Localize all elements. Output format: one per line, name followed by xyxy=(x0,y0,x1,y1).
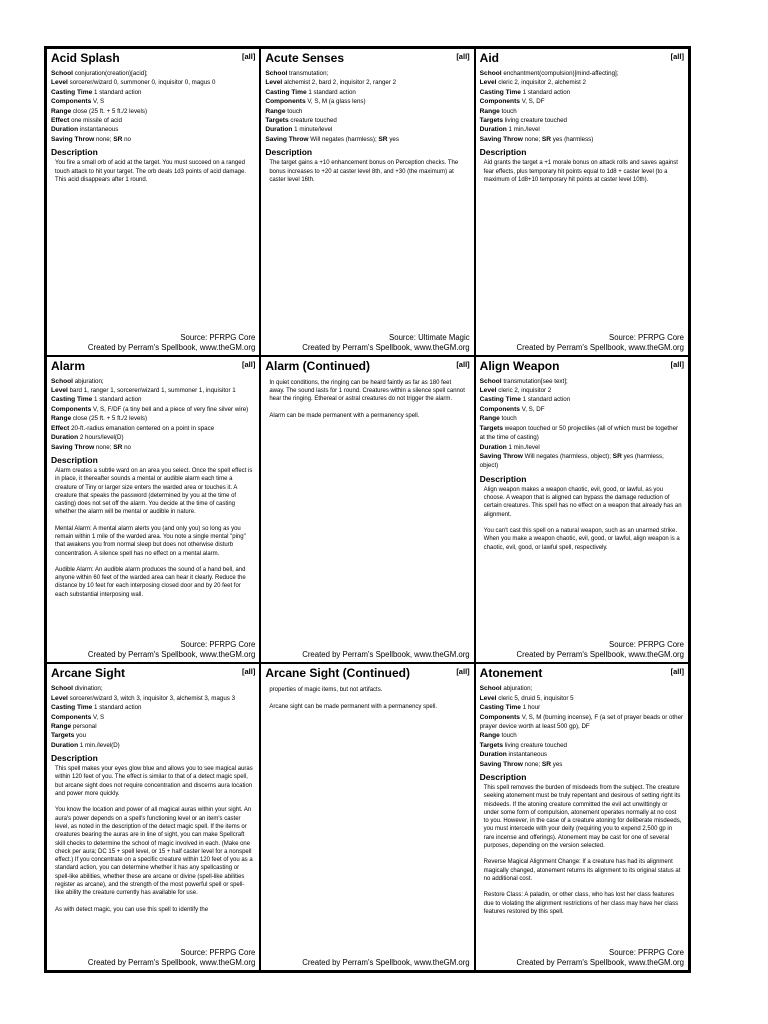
level-field: Level sorcerer/wizard 0, summoner 0, inquisitor 0, magus 0 xyxy=(51,79,216,87)
spell-fields xyxy=(51,684,255,750)
card-footer xyxy=(302,333,469,353)
card-title: Align Weapon xyxy=(479,358,560,373)
targets-field: Targets creature touched xyxy=(265,117,337,125)
card-tag: [all] xyxy=(241,359,256,369)
saving-throw-field: Saving Throw Will negates (harmless, object); SR yes (harmless, object) xyxy=(479,452,664,470)
description-text: In quiet conditions, the ringing can be heard faintly as far as 180 feet away. The sound lasts for 1 round. Creatures within a silence spell cannot hear the ringing. Ethereal or astral creatures do not trigger the alarm. Alarm can be made permanent with a permanency spell. xyxy=(269,379,465,419)
spell-card-acute-senses xyxy=(260,48,474,356)
range-field: Range close (25 ft. + 5 ft./2 levels) xyxy=(51,415,148,423)
card-title: Acid Splash xyxy=(51,51,120,65)
casting-time-field: Casting Time 1 standard action xyxy=(51,88,142,96)
school-field: School transmutation[see text]; xyxy=(479,377,568,385)
spell-card-acid-splash xyxy=(46,48,260,356)
spell-fields xyxy=(51,69,255,144)
casting-time-field: Casting Time 1 standard action xyxy=(265,88,356,96)
card-footer xyxy=(88,333,255,353)
card-title: Atonement xyxy=(479,666,543,681)
casting-time-field: Casting Time 1 standard action xyxy=(479,88,571,96)
components-field: Components V, S xyxy=(51,713,105,721)
description-text: Align weapon makes a weapon chaotic, evil, good, or lawful, as you choose. A weapon that is aligned can bypass the damage reduction of certain creatures. This spell has no effect on a weapon that already has an alignment. You can't cast this spell on a natural weapon, such as an unarmed strike. When you make a weapon chaotic, evil, good, or lawful, align weapon is a chaotic, evil, good, or lawful spell, respectively. xyxy=(483,486,682,551)
spell-fields xyxy=(51,377,255,452)
effect-field: Effect one missile of acid xyxy=(51,117,122,125)
card-title: Arcane Sight (Continued) xyxy=(265,666,410,681)
source-text: Source: Ultimate Magic xyxy=(389,332,470,342)
credit-text: Created by Perram's Spellbook, www.theGM.org xyxy=(516,342,684,352)
school-field: School enchantment(compulsion)[mind-affecting]; xyxy=(479,70,619,77)
source-text: Source: PFRPG Core xyxy=(609,332,684,342)
card-footer xyxy=(302,650,469,660)
casting-time-field: Casting Time 1 standard action xyxy=(51,396,142,404)
range-field: Range close (25 ft. + 5 ft./2 levels) xyxy=(51,107,148,115)
spell-fields xyxy=(480,69,684,144)
description-text: This spell makes your eyes glow blue and allows you to see magical auras within 120 feet of you. The effect is similar to that of a detect magic spell, but arcane sight does not require concentration and discerns aura location and power more quickly. You know the location and power of all magical auras within your sight. An aura's power depends on a spell's functioning level or an item's caster level, as noted in the description of the detect magic spell. If the items or creatures bearing the auras are in line of sight, you can make Spellcraft skill checks to determine the school of magic involved in each. (Make one check per aura; DC 15 + spell level, or 15 + half caster level for a nonspell effect.) If you concentrate on a specific creature within 120 feet of you as a standard action, you can determine whether it has any spellcasting or spell-like abilities, whether these are arcane or divine (spell-like abilities register as arcane), and the strength of the most powerful spell or spell-like ability the creature currently has available for use. As with detect magic, you can use this spell to identify the xyxy=(55,766,253,913)
source-text: Source: PFRPG Core xyxy=(609,947,684,957)
source-text: Source: PFRPG Core xyxy=(609,640,684,650)
source-text: Source: PFRPG Core xyxy=(180,332,256,342)
card-tag: [all] xyxy=(456,52,470,61)
card-tag: [all] xyxy=(670,52,684,61)
card-tag: [all] xyxy=(456,359,470,369)
card-footer xyxy=(88,640,255,660)
card-tag: [all] xyxy=(241,52,256,61)
components-field: Components V, S, M (a glass lens) xyxy=(265,98,366,106)
school-field: School abjuration; xyxy=(51,377,104,385)
components-field: Components V, S, M (burning incense), F (a set of prayer beads or other prayer device worth at least 500 gp), DF xyxy=(479,713,684,730)
school-field: School abjuration; xyxy=(479,685,533,693)
saving-throw-field: Saving Throw none; SR yes (harmless) xyxy=(479,135,594,143)
description-text: Aid grants the target a +1 morale bonus on attack rolls and saves against fear effects, plus temporary hit points equal to 1d8 + caster level (to a maximum of 1d8+10 temporary hit points at caster level 10th). xyxy=(483,160,678,183)
description-text: You fire a small orb of acid at the target. You must succeed on a ranged touch attack to hit your target. The orb deals 1d3 points of acid damage. This acid disappears after 1 round. xyxy=(55,160,247,183)
credit-text: Created by Perram's Spellbook, www.theGM.org xyxy=(87,342,256,352)
spell-card-atonement xyxy=(475,663,689,971)
level-field: Level alchemist 2, bard 2, inquisitor 2, ranger 2 xyxy=(265,79,397,87)
spell-card-arcane-sight xyxy=(46,663,260,971)
level-field: Level bard 1, ranger 1, sorcerer/wizard 1, summoner 1, inquisitor 1 xyxy=(51,387,236,395)
casting-time-field: Casting Time 1 standard action xyxy=(479,396,571,404)
targets-field: Targets living creature touched xyxy=(479,117,567,125)
description-heading: Description xyxy=(51,147,98,158)
card-tag: [all] xyxy=(241,667,256,677)
credit-text: Created by Perram's Spellbook, www.theGM.org xyxy=(302,957,470,967)
description-heading: Description xyxy=(265,147,313,158)
saving-throw-field: Saving Throw none; SR no xyxy=(51,135,131,143)
spell-card-aid xyxy=(475,48,689,356)
credit-text: Created by Perram's Spellbook, www.theGM.org xyxy=(516,650,684,660)
components-field: Components V, S, DF xyxy=(479,405,545,413)
school-field: School conjuration(creation)[acid]; xyxy=(51,70,148,77)
duration-field: Duration 1 min./level xyxy=(479,443,540,451)
components-field: Components V, S xyxy=(51,98,105,106)
saving-throw-field: Saving Throw none; SR yes xyxy=(479,760,563,768)
components-field: Components V, S, F/DF (a tiny bell and a piece of very fine silver wire) xyxy=(51,405,249,413)
credit-text: Created by Perram's Spellbook, www.theGM.org xyxy=(302,650,470,660)
description-heading: Description xyxy=(479,473,527,484)
source-text: Source: PFRPG Core xyxy=(180,640,256,650)
description-heading: Description xyxy=(479,771,527,782)
card-footer xyxy=(517,333,684,353)
card-title: Alarm (Continued) xyxy=(265,358,370,373)
level-field: Level sorcerer/wizard 3, witch 3, inquisitor 3, alchemist 3, magus 3 xyxy=(51,694,236,702)
card-footer xyxy=(517,640,684,660)
description-heading: Description xyxy=(51,753,98,764)
card-title: Alarm xyxy=(51,358,86,373)
school-field: School transmutation; xyxy=(265,70,329,77)
spell-card-alarm xyxy=(46,356,260,664)
card-title: Acute Senses xyxy=(265,51,345,65)
level-field: Level cleric 5, druid 5, inquisitor 5 xyxy=(479,694,574,702)
credit-text: Created by Perram's Spellbook, www.theGM.org xyxy=(87,957,256,967)
card-title: Arcane Sight xyxy=(51,666,126,681)
spell-card-align-weapon xyxy=(475,356,689,664)
saving-throw-field: Saving Throw none; SR no xyxy=(51,443,131,451)
duration-field: Duration 1 min./level xyxy=(479,126,540,134)
range-field: Range personal xyxy=(51,722,97,730)
description-text: The target gains a +10 enhancement bonus on Perception checks. The bonus increases to +20 at caster level 8th, and +30 (the maximum) at caster level 16th. xyxy=(269,160,459,183)
description-heading: Description xyxy=(51,454,98,465)
card-tag: [all] xyxy=(670,667,684,677)
duration-field: Duration 1 minute/level xyxy=(265,126,333,134)
description-text: This spell removes the burden of misdeeds from the subject. The creature seeking atonement must be truly repentant and desirous of setting right its misdeeds. If the atoning creature committed the evil act unwittingly or under some form of compulsion, atonement operates normally at no cost to you. However, in the case of a creature atoning for deliberate misdeeds, you must intercede with your deity (requiring you to expend 2,500 gp in rare incense and offerings). Atonement may be cast for one of several purposes, depending on the version selected. Reverse Magical Alignment Change: If a creature has had its alignment magically changed, atonement returns its alignment to its original status at no additional cost. Restore Class: A paladin, or other class, who has lost her class features due to violating the alignment restrictions of her class may have her class features restored by this spell. xyxy=(483,784,682,915)
casting-time-field: Casting Time 1 hour xyxy=(479,704,541,712)
card-footer xyxy=(88,948,255,968)
credit-text: Created by Perram's Spellbook, www.theGM.org xyxy=(302,342,470,352)
spell-fields xyxy=(265,69,469,144)
effect-field: Effect 20-ft.-radius emanation centered on a point in space xyxy=(51,424,215,432)
range-field: Range touch xyxy=(265,107,303,115)
card-footer xyxy=(517,948,684,968)
level-field: Level cleric 2, inquisitor 2, alchemist 2 xyxy=(479,79,586,87)
source-text: Source: PFRPG Core xyxy=(180,947,256,957)
duration-field: Duration instantaneous xyxy=(479,751,548,759)
targets-field: Targets living creature touched xyxy=(479,741,567,749)
spell-card-alarm-continued xyxy=(260,356,474,664)
duration-field: Duration instantaneous xyxy=(51,126,119,134)
casting-time-field: Casting Time 1 standard action xyxy=(51,704,142,712)
spell-card-arcane-sight-continued xyxy=(260,663,474,971)
targets-field: Targets weapon touched or 50 projectiles (all of which must be together at the time of casting) xyxy=(479,424,679,442)
card-tag: [all] xyxy=(670,359,684,369)
credit-text: Created by Perram's Spellbook, www.theGM.org xyxy=(516,957,684,967)
targets-field: Targets you xyxy=(51,732,87,740)
duration-field: Duration 2 hours/level(D) xyxy=(51,434,124,442)
spell-fields xyxy=(480,377,684,471)
description-heading: Description xyxy=(479,147,527,158)
saving-throw-field: Saving Throw Will negates (harmless); SR yes xyxy=(265,135,399,143)
range-field: Range touch xyxy=(479,415,517,423)
duration-field: Duration 1 min./level(D) xyxy=(51,741,120,749)
spell-card-sheet xyxy=(44,46,691,973)
description-text: Alarm creates a subtle ward on an area you select. Once the spell effect is in place, it thereafter sounds a mental or audible alarm each time a creature of Tiny or larger size enters the warded area or touches it. A creature that speaks the password (determined by you at the time of casting) does not set off the alarm. You decide at the time of casting whether the alarm will be mental or audible in nature. Mental Alarm: A mental alarm alerts you (and only you) so long as you remain within 1 mile of the warded area. You note a single mental "ping" that awakens you from normal sleep but does not otherwise disturb concentration. A silence spell has no effect on a mental alarm. Audible Alarm: An audible alarm produces the sound of a hand bell, and anyone within 60 feet of the warded area can hear it clearly. Reduce the distance by 10 feet for each interposing closed door and by 20 feet for each substantial interposing wall. xyxy=(55,467,253,598)
range-field: Range touch xyxy=(479,732,517,740)
spell-fields xyxy=(480,684,684,769)
card-footer xyxy=(302,958,469,968)
card-title: Aid xyxy=(479,51,499,65)
components-field: Components V, S, DF xyxy=(479,98,545,106)
level-field: Level cleric 2, inquisitor 2 xyxy=(479,387,552,395)
card-tag: [all] xyxy=(456,667,470,677)
description-text: properties of magic items, but not artifacts. Arcane sight can be made permanent with a permanency spell. xyxy=(269,687,438,710)
school-field: School divination; xyxy=(51,685,103,693)
range-field: Range touch xyxy=(479,107,517,115)
credit-text: Created by Perram's Spellbook, www.theGM.org xyxy=(87,650,256,660)
